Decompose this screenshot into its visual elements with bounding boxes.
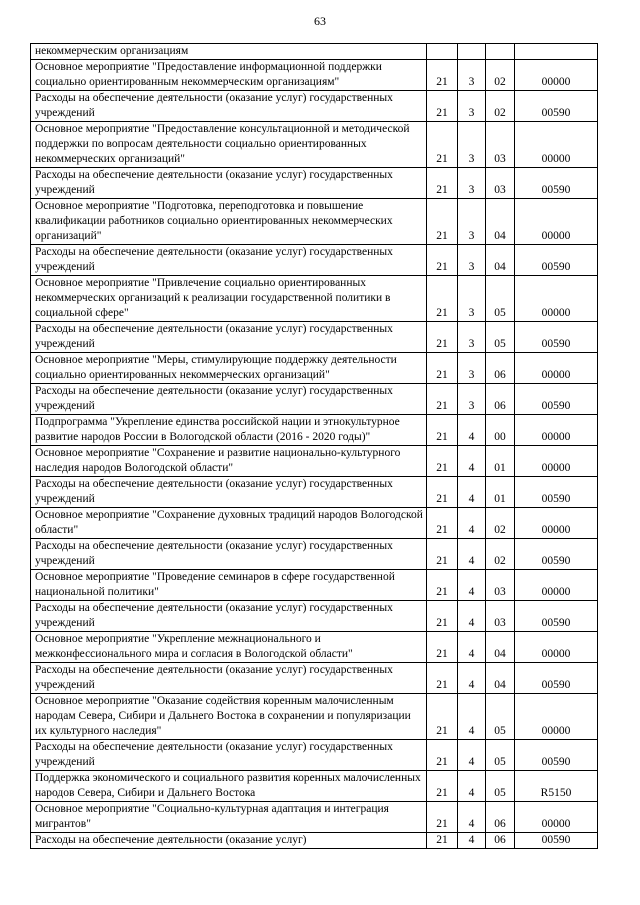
row-code-4-cell: 00000 xyxy=(515,122,598,168)
row-code-4-cell: 00590 xyxy=(515,601,598,632)
row-name-cell: Основное мероприятие "Меры, стимулирующие поддержку деятельности социально ориентированных некоммерческих организаций" xyxy=(31,353,427,384)
row-name-cell: Расходы на обеспечение деятельности (оказание услуг) государственных учреждений xyxy=(31,539,427,570)
table-row xyxy=(31,60,598,91)
row-code-3-cell: 02 xyxy=(486,539,515,570)
row-code-2-cell: 4 xyxy=(458,833,486,849)
row-code-1-cell: 21 xyxy=(427,168,458,199)
row-code-2-cell: 4 xyxy=(458,570,486,601)
row-code-1-cell: 21 xyxy=(427,122,458,168)
row-code-1-cell: 21 xyxy=(427,601,458,632)
row-code-3-cell: 05 xyxy=(486,771,515,802)
row-code-4-cell: 00590 xyxy=(515,833,598,849)
row-code-1-cell: 21 xyxy=(427,199,458,245)
row-name-cell: Подпрограмма "Укрепление единства российской нации и этнокультурное развитие народов России в Вологодской области (2016 - 2020 годы)" xyxy=(31,415,427,446)
row-name-cell: Основное мероприятие "Оказание содействия коренным малочисленным народам Севера, Сибири и Дальнего Востока в сохранении и популяризации их культурного наследия" xyxy=(31,694,427,740)
row-code-4-cell: 00000 xyxy=(515,508,598,539)
row-code-4-cell: 00590 xyxy=(515,477,598,508)
row-code-1-cell: 21 xyxy=(427,60,458,91)
row-code-4-cell xyxy=(515,44,598,60)
row-code-1-cell: 21 xyxy=(427,276,458,322)
table-row xyxy=(31,322,598,353)
row-code-1-cell: 21 xyxy=(427,245,458,276)
row-code-4-cell: 00000 xyxy=(515,694,598,740)
row-name-cell: Поддержка экономического и социального развития коренных малочисленных народов Севера, Сибири и Дальнего Востока xyxy=(31,771,427,802)
row-code-2-cell: 3 xyxy=(458,91,486,122)
row-name-cell: Основное мероприятие "Предоставление информационной поддержки социально ориентированным некоммерческим организациям" xyxy=(31,60,427,91)
row-code-1-cell: 21 xyxy=(427,91,458,122)
row-code-2-cell: 4 xyxy=(458,632,486,663)
row-code-4-cell: 00000 xyxy=(515,276,598,322)
row-code-1-cell: 21 xyxy=(427,570,458,601)
row-code-2-cell: 3 xyxy=(458,353,486,384)
row-code-1-cell: 21 xyxy=(427,384,458,415)
table-row xyxy=(31,802,598,833)
row-code-1-cell: 21 xyxy=(427,415,458,446)
row-code-3-cell: 05 xyxy=(486,740,515,771)
table-row xyxy=(31,771,598,802)
row-code-3-cell: 00 xyxy=(486,415,515,446)
row-code-2-cell: 3 xyxy=(458,122,486,168)
row-code-4-cell: 00000 xyxy=(515,415,598,446)
row-code-3-cell: 06 xyxy=(486,802,515,833)
table-row xyxy=(31,694,598,740)
table-row xyxy=(31,44,598,60)
row-code-2-cell: 4 xyxy=(458,415,486,446)
row-name-cell: Основное мероприятие "Укрепление межнационального и межконфессионального мира и согласия в Вологодской области" xyxy=(31,632,427,663)
row-code-2-cell xyxy=(458,44,486,60)
table-row xyxy=(31,245,598,276)
table-row xyxy=(31,122,598,168)
row-name-cell: Основное мероприятие "Предоставление консультационной и методической поддержки по вопросам деятельности социально ориентированных некоммерческих организаций" xyxy=(31,122,427,168)
budget-classification-table xyxy=(30,43,598,849)
row-code-4-cell: 00590 xyxy=(515,91,598,122)
row-code-3-cell: 04 xyxy=(486,632,515,663)
row-code-4-cell: 00590 xyxy=(515,245,598,276)
row-code-4-cell: 00000 xyxy=(515,353,598,384)
row-code-1-cell: 21 xyxy=(427,833,458,849)
row-code-1-cell: 21 xyxy=(427,446,458,477)
row-name-cell: некоммерческим организациям xyxy=(31,44,427,60)
page-number: 63 xyxy=(314,14,326,28)
row-name-cell: Расходы на обеспечение деятельности (оказание услуг) государственных учреждений xyxy=(31,168,427,199)
row-name-cell: Основное мероприятие "Сохранение и развитие национально-культурного наследия народов Вологодской области" xyxy=(31,446,427,477)
table-row xyxy=(31,276,598,322)
table-row xyxy=(31,570,598,601)
row-code-3-cell: 01 xyxy=(486,446,515,477)
row-name-cell: Основное мероприятие "Проведение семинаров в сфере государственной национальной политики" xyxy=(31,570,427,601)
row-name-cell: Основное мероприятие "Социально-культурная адаптация и интеграция мигрантов" xyxy=(31,802,427,833)
row-code-3-cell: 04 xyxy=(486,245,515,276)
row-code-1-cell: 21 xyxy=(427,740,458,771)
row-name-cell: Расходы на обеспечение деятельности (оказание услуг) государственных учреждений xyxy=(31,601,427,632)
row-code-4-cell: R5150 xyxy=(515,771,598,802)
row-code-2-cell: 4 xyxy=(458,771,486,802)
row-code-4-cell: 00000 xyxy=(515,60,598,91)
row-code-3-cell: 04 xyxy=(486,199,515,245)
row-name-cell: Основное мероприятие "Подготовка, переподготовка и повышение квалификации работников социально ориентированных некоммерческих организаций" xyxy=(31,199,427,245)
row-code-4-cell: 00000 xyxy=(515,199,598,245)
table-row xyxy=(31,663,598,694)
table-row xyxy=(31,539,598,570)
row-code-3-cell: 03 xyxy=(486,601,515,632)
row-name-cell: Расходы на обеспечение деятельности (оказание услуг) xyxy=(31,833,427,849)
row-code-2-cell: 3 xyxy=(458,199,486,245)
table-row xyxy=(31,833,598,849)
row-code-3-cell: 06 xyxy=(486,353,515,384)
row-name-cell: Расходы на обеспечение деятельности (оказание услуг) государственных учреждений xyxy=(31,322,427,353)
row-code-2-cell: 4 xyxy=(458,477,486,508)
row-code-1-cell: 21 xyxy=(427,353,458,384)
row-code-2-cell: 3 xyxy=(458,168,486,199)
row-code-4-cell: 00590 xyxy=(515,740,598,771)
row-name-cell: Основное мероприятие "Сохранение духовных традиций народов Вологодской области" xyxy=(31,508,427,539)
row-code-3-cell: 03 xyxy=(486,570,515,601)
row-code-2-cell: 4 xyxy=(458,663,486,694)
row-code-3-cell xyxy=(486,44,515,60)
row-code-1-cell: 21 xyxy=(427,802,458,833)
row-code-2-cell: 3 xyxy=(458,322,486,353)
table-row xyxy=(31,91,598,122)
row-code-2-cell: 4 xyxy=(458,539,486,570)
row-code-3-cell: 06 xyxy=(486,384,515,415)
row-code-1-cell: 21 xyxy=(427,632,458,663)
row-code-2-cell: 3 xyxy=(458,276,486,322)
row-code-2-cell: 3 xyxy=(458,60,486,91)
row-code-1-cell: 21 xyxy=(427,477,458,508)
table-row xyxy=(31,415,598,446)
row-code-1-cell: 21 xyxy=(427,539,458,570)
row-code-3-cell: 04 xyxy=(486,663,515,694)
row-code-2-cell: 4 xyxy=(458,740,486,771)
table-row xyxy=(31,199,598,245)
table-row xyxy=(31,601,598,632)
row-code-3-cell: 03 xyxy=(486,122,515,168)
row-name-cell: Расходы на обеспечение деятельности (оказание услуг) государственных учреждений xyxy=(31,740,427,771)
row-name-cell: Расходы на обеспечение деятельности (оказание услуг) государственных учреждений xyxy=(31,91,427,122)
row-code-4-cell: 00000 xyxy=(515,802,598,833)
table-row xyxy=(31,740,598,771)
row-code-3-cell: 03 xyxy=(486,168,515,199)
row-code-4-cell: 00590 xyxy=(515,168,598,199)
row-code-3-cell: 02 xyxy=(486,60,515,91)
row-code-4-cell: 00590 xyxy=(515,663,598,694)
row-code-4-cell: 00590 xyxy=(515,322,598,353)
row-code-2-cell: 4 xyxy=(458,446,486,477)
row-code-1-cell: 21 xyxy=(427,771,458,802)
row-code-1-cell: 21 xyxy=(427,663,458,694)
row-name-cell: Расходы на обеспечение деятельности (оказание услуг) государственных учреждений xyxy=(31,477,427,508)
row-code-3-cell: 05 xyxy=(486,276,515,322)
row-name-cell: Расходы на обеспечение деятельности (оказание услуг) государственных учреждений xyxy=(31,245,427,276)
table-row xyxy=(31,353,598,384)
row-name-cell: Расходы на обеспечение деятельности (оказание услуг) государственных учреждений xyxy=(31,663,427,694)
row-code-2-cell: 4 xyxy=(458,802,486,833)
table-row xyxy=(31,632,598,663)
row-code-3-cell: 02 xyxy=(486,91,515,122)
row-code-4-cell: 00590 xyxy=(515,539,598,570)
row-name-cell: Расходы на обеспечение деятельности (оказание услуг) государственных учреждений xyxy=(31,384,427,415)
row-code-2-cell: 3 xyxy=(458,245,486,276)
table-row xyxy=(31,477,598,508)
row-code-3-cell: 05 xyxy=(486,694,515,740)
row-code-4-cell: 00590 xyxy=(515,384,598,415)
row-code-3-cell: 02 xyxy=(486,508,515,539)
row-code-3-cell: 05 xyxy=(486,322,515,353)
row-code-4-cell: 00000 xyxy=(515,570,598,601)
row-code-1-cell: 21 xyxy=(427,694,458,740)
table-row xyxy=(31,168,598,199)
row-code-4-cell: 00000 xyxy=(515,446,598,477)
row-code-3-cell: 01 xyxy=(486,477,515,508)
row-code-1-cell xyxy=(427,44,458,60)
row-name-cell: Основное мероприятие "Привлечение социально ориентированных некоммерческих организаций к реализации государственной политики в социальной сфере" xyxy=(31,276,427,322)
table-row xyxy=(31,446,598,477)
table-row xyxy=(31,508,598,539)
row-code-4-cell: 00000 xyxy=(515,632,598,663)
row-code-3-cell: 06 xyxy=(486,833,515,849)
row-code-2-cell: 4 xyxy=(458,601,486,632)
row-code-1-cell: 21 xyxy=(427,508,458,539)
row-code-1-cell: 21 xyxy=(427,322,458,353)
table-row xyxy=(31,384,598,415)
row-code-2-cell: 4 xyxy=(458,694,486,740)
row-code-2-cell: 4 xyxy=(458,508,486,539)
row-code-2-cell: 3 xyxy=(458,384,486,415)
